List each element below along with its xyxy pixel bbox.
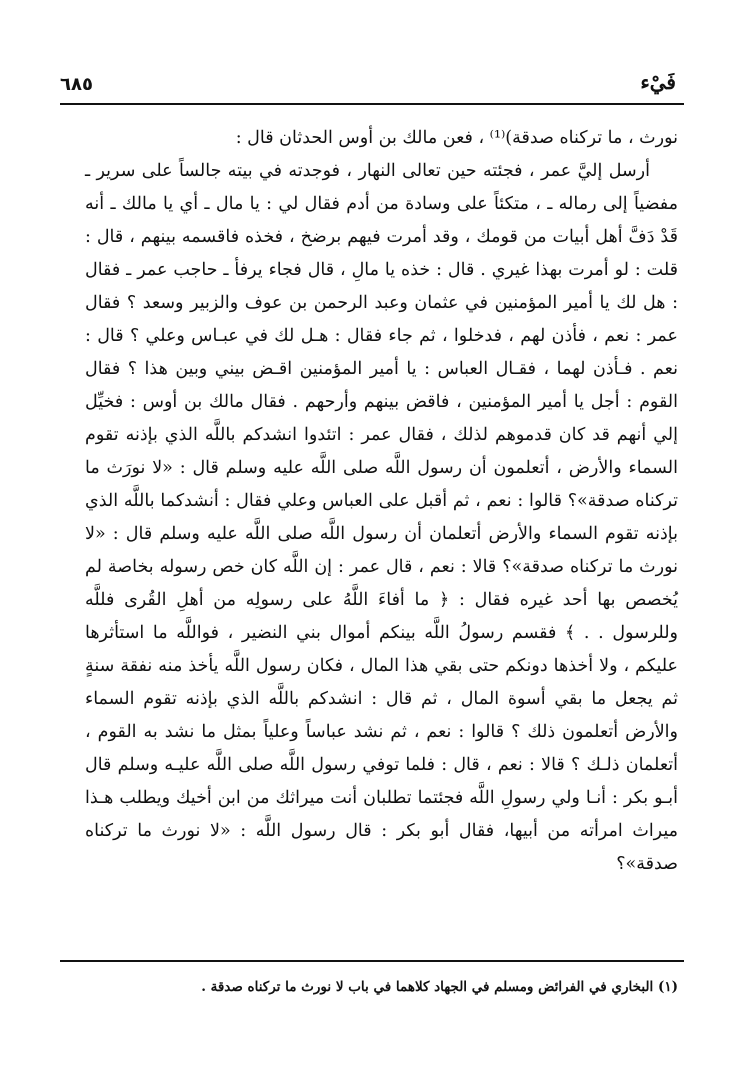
footnote-divider (60, 960, 684, 962)
page-header (60, 70, 676, 100)
main-text (85, 122, 678, 881)
paragraph-continuation: نورث ، ما تركناه صدقة)⁽¹⁾ ، فعن مالك بن أوس الحدثان قال : (235, 128, 678, 148)
running-title: فَيْء (640, 70, 676, 94)
header-divider (60, 103, 684, 105)
paragraph-hadith: أرسل إليَّ عمر ، فجئته حين تعالى النهار ، فوجدته في بيته جالساً على سرير ـ مفضياً إلى رماله ـ ، متكئاً على وسادة من أدم فقال لي : يا مال ـ أي يا مالك ـ أنه قَدْ دَفَّ أهل أبيات من قومك ، وقد أمرت فيهم برضخ ، فخذه فاقسمه بينهم ، قال : قلت : لو أمرت بهذا غيري . قال : خذه يا مالِ ، قال فجاء يرفأ ـ حاجب عمر ـ فقال : هل لك يا أمير المؤمنين في عثمان وعبد الرحمن بن عوف والزبير وسعد ؟ فقال عمر : نعم ، فأذن لهم ، فدخلوا ، ثم جاء فقال : هـل لك في عبـاس وعلي ؟ قال : نعم . فـأذن لهما ، فقـال العباس : يا أمير المؤمنين اقـض بيني وبين هذا ؟ فقال القوم : أجل يا أمير المؤمنين ، فاقض بينهم وأرحهم . فقال مالك بن أوس : فخيِّل إلي أنهم قد كان قدموهم لذلك ، فقال عمر : اتئدوا انشدكم باللَّه الذي بإذنه تقوم السماء والأرض ، أتعلمون أن رسول اللَّه صلى اللَّه عليه وسلم قال : «لا نورَث ما تركناه صدقة»؟ قالوا : نعم ، ثم أقبل على العباس وعلي فقال : أنشدكما باللَّه الذي بإذنه تقوم السماء والأرض أتعلمان أن رسول اللَّه صلى اللَّه عليه وسلم قال : «لا نورث ما تركناه صدقة»؟ قالا : نعم ، قال عمر : إن اللَّه كان خص رسوله بخاصة لم يُخصص بها أحد غيره فقال : ﴿ ما أفاءَ اللَّهُ على رسولِه من أهلِ القُرى فللَّه وللرسول . . ﴾ فقسم رسولُ اللَّه بينكم أموال بني النضير ، فواللَّه ما استأثرها عليكم ، ولا أخذها دونكم حتى بقي هذا المال ، فكان رسول اللَّه يأخذ منه نفقة سنةٍ ثم يجعل ما بقي أسوة المال ، ثم قال : انشدكم باللَّه الذي بإذنه تقوم السماء والأرض أتعلمون ذلك ؟ قالوا : نعم ، ثم نشد عباساً وعلياً بمثل ما نشد به القوم ، أتعلمان ذلـك ؟ قالا : نعم ، قال : فلما توفي رسول اللَّه صلى اللَّه عليـه وسلم قال أبـو بكر : أنـا ولي رسولِ اللَّه فجئتما تطلبان أنت ميراثك من ابن أخيك ويطلب هـذا ميراث امرأته من أبيها، فقال أبو بكر : قال رسول اللَّه : «لا نورث ما تركناه صدقة»؟ (85, 161, 678, 874)
page-number: ٦٨٥ (60, 74, 93, 95)
footnote: (١) البخاري في الفرائض ومسلم في الجهاد كلاهما في باب لا نورث ما تركناه صدقة . (201, 979, 678, 995)
